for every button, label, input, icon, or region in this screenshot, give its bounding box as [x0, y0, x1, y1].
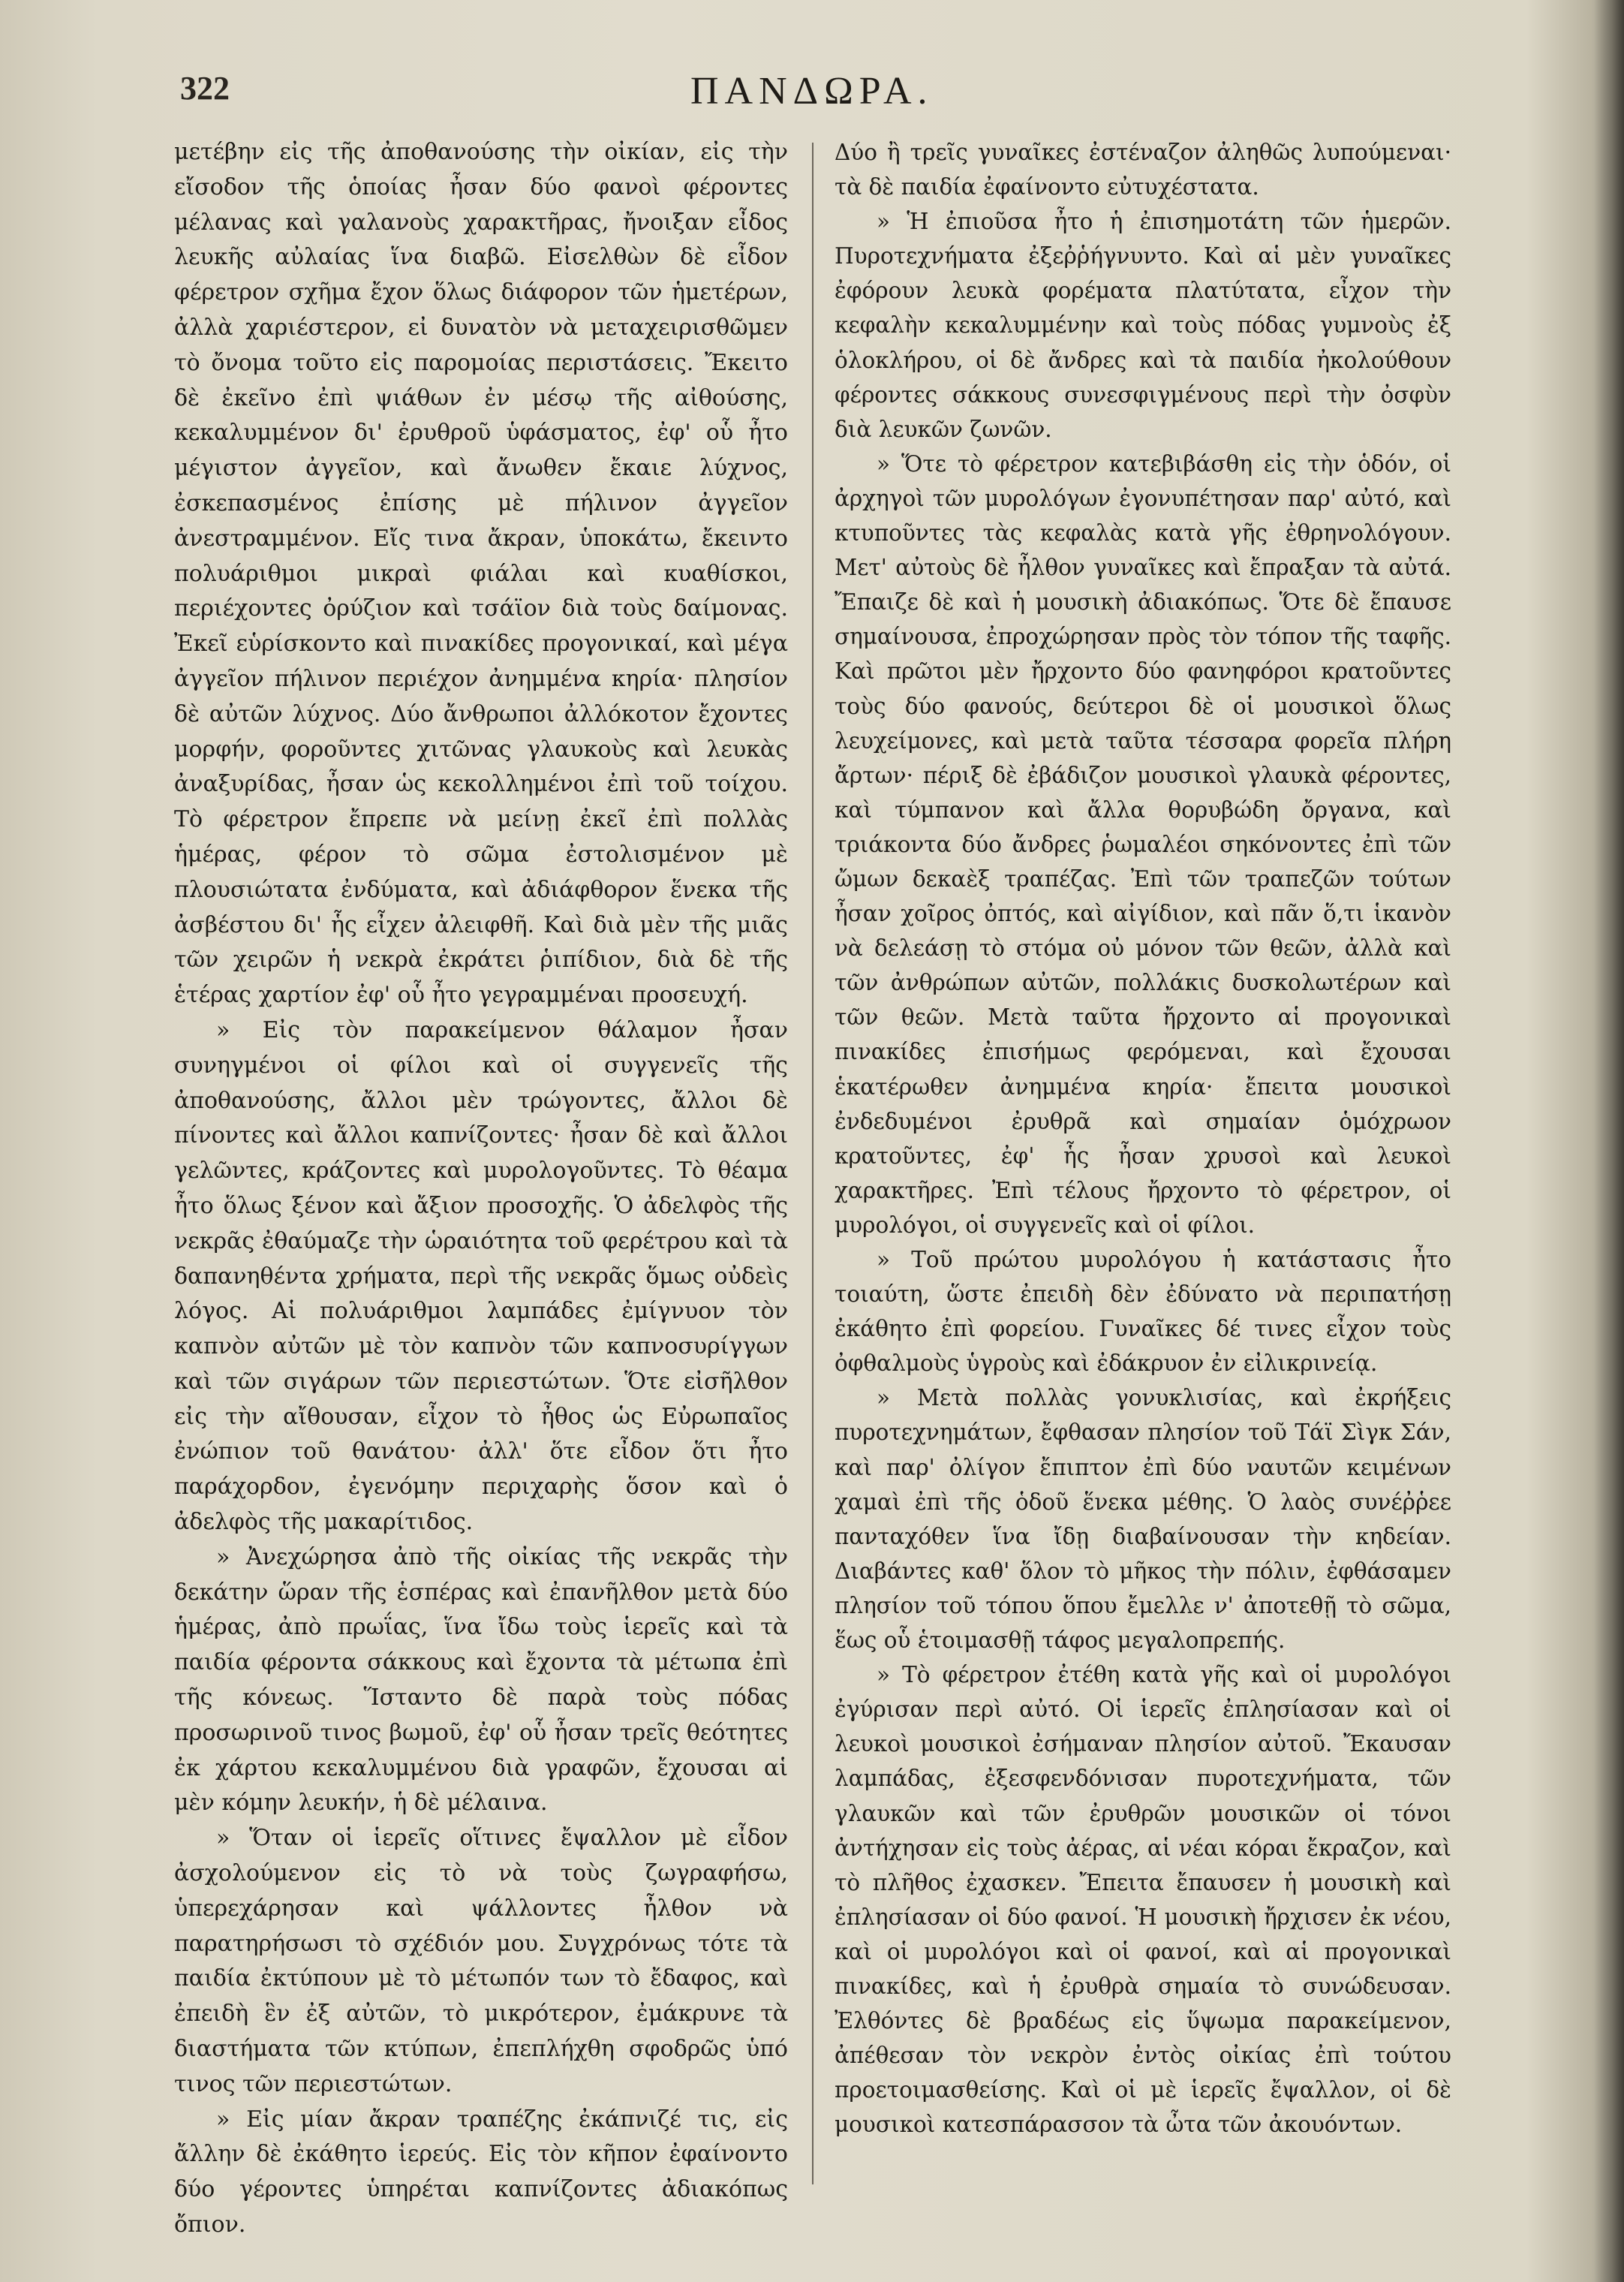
paragraph: » Τὸ φέρετρον ἐτέθη κατὰ γῆς καὶ οἱ μυρολόγοι ἐγύρισαν περὶ αὐτό. Οἱ ἱερεῖς ἐπλησίασαν καὶ οἱ λευκοὶ μουσικοὶ ἐσήμαναν πλησίον αὐτοῦ. Ἔκαυσαν λαμπάδας, ἐξεσφενδόνισαν πυροτεχνήματα, τῶν γλαυκῶν καὶ τῶν ἐρυθρῶν μουσικῶν οἱ τόνοι ἀντήχησαν εἰς τοὺς ἀέρας, αἱ νέαι κόραι ἔκραζον, καὶ τὸ πλῆθος ἐχασκεν. Ἔπειτα ἔπαυσεν ἡ μουσικὴ καὶ ἐπλησίασαν οἱ δύο φανοί. Ἡ μουσικὴ ἤρχισεν ἐκ νέου, καὶ οἱ μυρολόγοι καὶ οἱ φανοί, καὶ αἱ προγονικαὶ πινακίδες, καὶ ἡ ἐρυθρὰ σημαία τὸ συνώδευσαν. Ἐλθόντες δὲ βραδέως εἰς ὕψωμα παρακείμενον, ἀπέθεσαν τὸν νεκρὸν ἐντὸς οἰκίας ἐπὶ τούτου προετοιμασθείσης. Καὶ οἱ μὲ ἱερεῖς ἔψαλλον, οἱ δὲ μουσικοὶ κατεσπάρασσον τὰ ὦτα τῶν ἀκουόντων. [835, 1662, 1451, 2138]
paragraph: » Ἀνεχώρησα ἀπὸ τῆς οἰκίας τῆς νεκρᾶς τὴν δεκάτην ὥραν τῆς ἑσπέρας καὶ ἐπανῆλθον μετὰ δύο ἡμέρας, ἀπὸ πρωΐας, ἵνα ἴδω τοὺς ἱερεῖς καὶ τὰ παιδία φέροντα σάκκους καὶ ἔχοντα τὰ μέτωπα ἐπὶ τῆς κόνεως. Ἵσταντο δὲ παρὰ τοὺς πόδας προσωρινοῦ τινος βωμοῦ, ἐφ' οὗ ἦσαν τρεῖς θεότητες ἐκ χάρτου κεκαλυμμένου διὰ γραφῶν, ἔχουσαι αἱ μὲν κόμην λευκήν, ἡ δὲ μέλαινα. [174, 1543, 788, 1817]
paragraph: » Ὅταν οἱ ἱερεῖς οἵτινες ἔψαλλον μὲ εἶδον ἀσχολούμενον εἰς τὸ νὰ τοὺς ζωγραφήσω, ὑπερεχάρησαν καὶ ψάλλοντες ἦλθον νὰ παρατηρήσωσι τὸ σχέδιόν μου. Συγχρόνως τότε τὰ παιδία ἐκτύπουν μὲ τὸ μέτωπόν των τὸ ἔδαφος, καὶ ἐπειδὴ ἓν ἐξ αὐτῶν, τὸ μικρότερον, ἐμάκρυνε τὰ διαστήματα τῶν κτύπων, ἐπεπλήχθη σφοδρῶς ὑπό τινος τῶν περιεστώτων. [174, 1825, 788, 2097]
column-divider [812, 143, 814, 2184]
journal-title: ΠΑΝΔΩΡΑ. [690, 70, 934, 113]
paragraph: » Ὅτε τὸ φέρετρον κατεβιβάσθη εἰς τὴν ὁδόν, οἱ ἀρχηγοὶ τῶν μυρολόγων ἐγονυπέτησαν παρ' αὐτό, καὶ κτυποῦντες τὰς κεφαλὰς κατὰ γῆς ἐθρηνολόγουν. Μετ' αὐτοὺς δὲ ἦλθον γυναῖκες καὶ ἔπραξαν τὰ αὐτά. Ἔπαιζε δὲ καὶ ἡ μουσικὴ ἀδιακόπως. Ὅτε δὲ ἔπαυσε σημαίνουσα, ἐπροχώρησαν πρὸς τὸν τόπον τῆς ταφῆς. Καὶ πρῶτοι μὲν ἤρχοντο δύο φανηφόροι κρατοῦντες τοὺς δύο φανούς, δεύτεροι δὲ οἱ μουσικοὶ ὅλως λευχείμονες, καὶ μετὰ ταῦτα τέσσαρα φορεῖα πλήρη ἄρτων· πέριξ δὲ ἐβάδιζον μουσικοὶ γλαυκὰ φέροντες, καὶ τύμπανον καὶ ἄλλα θορυβώδη ὄργανα, καὶ τριάκοντα δύο ἄνδρες ῥωμαλέοι σηκόνοντες ἐπὶ τῶν ὤμων δεκαὲξ τραπέζας. Ἐπὶ τῶν τραπεζῶν τούτων ἦσαν χοῖρος ὀπτός, καὶ αἰγίδιον, καὶ πᾶν ὅ,τι ἱκανὸν νὰ δελεάσῃ τὸ στόμα οὐ μόνον τῶν θεῶν, ἀλλὰ καὶ τῶν ἀνθρώπων αὐτῶν, πολλάκις δυσκολωτέρων καὶ τῶν θεῶν. Μετὰ ταῦτα ἤρχοντο αἱ προγονικαὶ πινακίδες ἐπισήμως φερόμεναι, καὶ ἔχουσαι ἑκατέρωθεν ἀνημμένα κηρία· ἔπειτα μουσικοὶ ἐνδεδυμένοι ἐρυθρᾶ καὶ σημαίαν ὁμόχρωον κρατοῦντες, ἐφ' ἧς ἦσαν χρυσοὶ καὶ λευκοὶ χαρακτῆρες. Ἐπὶ τέλους ἤρχοντο τὸ φέρετρον, οἱ μυρολόγοι, οἱ συγγενεῖς καὶ οἱ φίλοι. [835, 450, 1451, 1238]
paragraph: » Τοῦ πρώτου μυρολόγου ἡ κατάστασις ἦτο τοιαύτη, ὥστε ἐπειδὴ δὲν ἐδύνατο νὰ περιπατήσῃ ἐκάθητο ἐπὶ φορείου. Γυναῖκες δέ τινες εἶχον τοὺς ὀφθαλμοὺς ὑγροὺς καὶ ἐδάκρυον ἐν εἰλικρινείᾳ. [835, 1247, 1451, 1377]
paragraph: Δύο ἢ τρεῖς γυναῖκες ἐστέναζον ἀληθῶς λυπούμεναι· τὰ δὲ παιδία ἐφαίνοντο εὐτυχέστατα. [835, 140, 1451, 200]
paragraph: » Εἰς τὸν παρακείμενον θάλαμον ἦσαν συνηγμένοι οἱ φίλοι καὶ οἱ συγγενεῖς τῆς ἀποθανούσης, ἄλλοι μὲν τρώγοντες, ἄλλοι δὲ πίνοντες καὶ ἄλλοι καπνίζοντες· ἦσαν δὲ καὶ ἄλλοι γελῶντες, κράζοντες καὶ μυρολογοῦντες. Τὸ θέαμα ἦτο ὅλως ξένον καὶ ἄξιον προσοχῆς. Ὁ ἀδελφὸς τῆς νεκρᾶς ἐθαύμαζε τὴν ὡραιότητα τοῦ φερέτρου καὶ τὰ δαπανηθέντα χρήματα, περὶ τῆς νεκρᾶς ὅμως οὐδεὶς λόγος. Αἱ πολυάριθμοι λαμπάδες ἐμίγνυον τὸν καπνὸν αὐτῶν μὲ τὸν καπνὸν τῶν καπνοσυρίγγων καὶ τῶν σιγάρων τῶν περιεστώτων. Ὅτε εἰσῆλθον εἰς τὴν αἴθουσαν, εἶχον τὸ ἦθος ὡς Εὐρωπαῖος ἐνώπιον τοῦ θανάτου· ἀλλ' ὅτε εἶδον ὅτι ἦτο παράχορδον, ἐγενόμην περιχαρὴς ὅσον καὶ ὁ ἀδελφὸς τῆς μακαρίτιδος. [174, 1016, 788, 1536]
page-number: 322 [180, 70, 230, 107]
right-column [835, 135, 1451, 2142]
paragraph: » Ἡ ἐπιοῦσα ἦτο ἡ ἐπισημοτάτη τῶν ἡμερῶν. Πυροτεχνήματα ἐξεῤῥήγνυντο. Καὶ αἱ μὲν γυναῖκες ἐφόρουν λευκὰ φορέματα πλατύτατα, εἶχον τὴν κεφαλὴν κεκαλυμμένην καὶ τοὺς πόδας γυμνοὺς ἐξ ὁλοκλήρου, οἱ δὲ ἄνδρες καὶ τὰ παιδία ἠκολούθουν φέροντες σάκκους συνεσφιγμένους περὶ τὴν ὀσφὺν διὰ λευκῶν ζωνῶν. [835, 209, 1451, 442]
paragraph: μετέβην εἰς τῆς ἀποθανούσης τὴν οἰκίαν, εἰς τὴν εἴσοδον τῆς ὁποίας ἦσαν δύο φανοὶ φέροντες μέλανας καὶ γαλανοὺς χαρακτῆρας, ἤνοιξαν εἶδος λευκῆς αὐλαίας ἵνα διαβῶ. Εἰσελθὼν δὲ εἶδον φέρετρον σχῆμα ἔχον ὅλως διάφορον τῶν ἡμετέρων, ἀλλὰ χαριέστερον, εἰ δυνατὸν νὰ μεταχειρισθῶμεν τὸ ὄνομα τοῦτο εἰς παρομοίας περιστάσεις. Ἔκειτο δὲ ἐκεῖνο ἐπὶ ψιάθων ἐν μέσῳ τῆς αἰθούσης, κεκαλυμμένον δι' ἐρυθροῦ ὑφάσματος, ἐφ' οὗ ἦτο μέγιστον ἀγγεῖον, καὶ ἄνωθεν ἔκαιε λύχνος, ἐσκεπασμένος ἐπίσης μὲ πήλινον ἀγγεῖον ἀνεστραμμένον. Εἴς τινα ἄκραν, ὑποκάτω, ἔκειντο πολυάριθμοι μικραὶ φιάλαι καὶ κυαθίσκοι, περιέχοντες ὀρύζιον καὶ τσάϊον διὰ τοὺς δαίμονας. Ἐκεῖ εὑρίσκοντο καὶ πινακίδες προγονικαί, καὶ μέγα ἀγγεῖον πήλινον περιέχον ἀνημμένα κηρία· πλησίον δὲ αὐτῶν λύχνος. Δύο ἄνθρωποι ἀλλόκοτον ἔχοντες μορφήν, φοροῦντες χιτῶνας γλαυκοὺς καὶ λευκὰς ἀναξυρίδας, ἦσαν ὡς κεκολλημένοι ἐπὶ τοῦ τοίχου. Τὸ φέρετρον ἔπρεπε νὰ μείνῃ ἐκεῖ ἐπὶ πολλὰς ἡμέρας, φέρον τὸ σῶμα ἐστολισμένον μὲ πλουσιώτατα ἐνδύματα, καὶ ἀδιάφθορον ἕνεκα τῆς ἀσβέστου δι' ἧς εἶχεν ἀλειφθῆ. Καὶ διὰ μὲν τῆς μιᾶς τῶν χειρῶν ἡ νεκρὰ ἐκράτει ῥιπίδιον, διὰ δὲ τῆς ἑτέρας χαρτίον ἐφ' οὗ ἦτο γεγραμμέναι προσευχή. [174, 139, 788, 1009]
running-head [180, 69, 1531, 122]
left-column [174, 135, 788, 2243]
paragraph: » Μετὰ πολλὰς γονυκλισίας, καὶ ἐκρήξεις πυροτεχνημάτων, ἔφθασαν πλησίον τοῦ Τάϊ Σὶγκ Σάν, καὶ παρ' ὀλίγον ἔπιπτον ἐπὶ δύο ναυτῶν κειμένων χαμαὶ ἐπὶ τῆς ὁδοῦ ἕνεκα μέθης. Ὁ λαὸς συνέῤῥεε πανταχόθεν ἵνα ἴδῃ διαβαίνουσαν τὴν κηδείαν. Διαβάντες καθ' ὅλον τὸ μῆκος τὴν πόλιν, ἐφθάσαμεν πλησίον τοῦ τόπου ὅπου ἔμελλε ν' ἀποτεθῇ τὸ σῶμα, ἕως οὗ ἑτοιμασθῇ τάφος μεγαλοπρεπής. [835, 1385, 1451, 1654]
paragraph: » Εἰς μίαν ἄκραν τραπέζης ἐκάπνιζέ τις, εἰς ἄλλην δὲ ἐκάθητο ἱερεύς. Εἰς τὸν κῆπον ἐφαίνοντο δύο γέροντες ὑπηρέται καπνίζοντες ἀδιακόπως ὄπιον. [174, 2106, 788, 2238]
binding-shadow [1594, 0, 1624, 2282]
